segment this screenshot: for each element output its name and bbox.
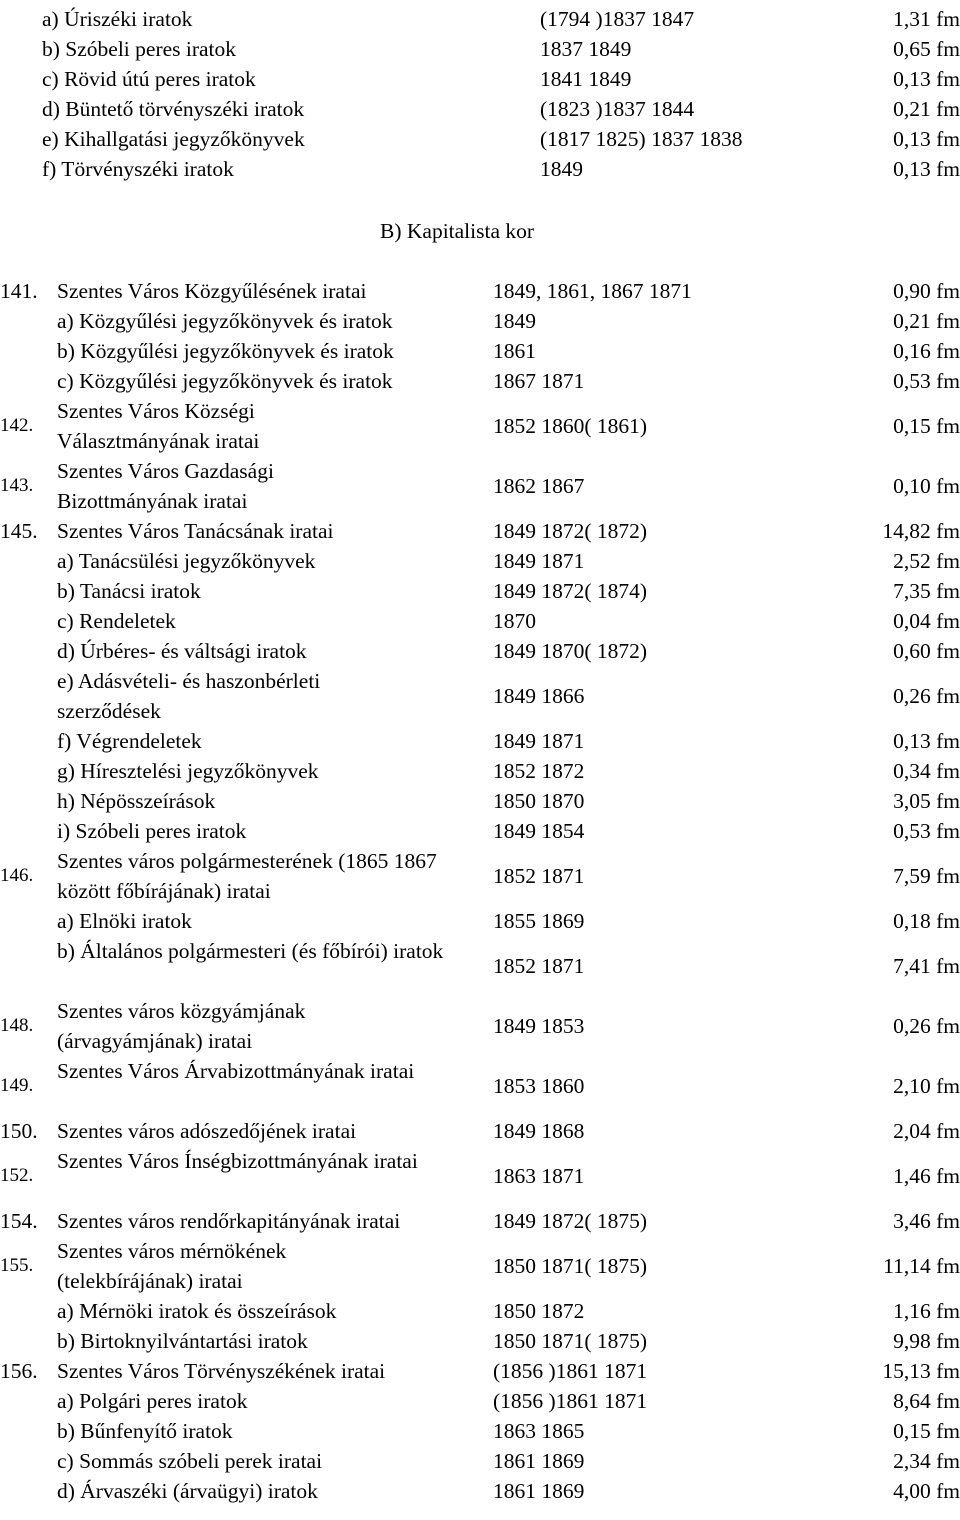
- fonds-dates: 1849 1872( 1875): [493, 1209, 648, 1233]
- list-item: [0, 1056, 960, 1116]
- fonds-dates: 1863 1871: [493, 1164, 585, 1188]
- list-item: [0, 1476, 960, 1506]
- list-item: [0, 576, 960, 606]
- fonds-title: Szentes város adószedőjének iratai: [57, 1119, 357, 1143]
- fonds-dates: 1852 1860( 1861): [493, 414, 648, 438]
- fonds-title: a) Elnöki iratok: [57, 909, 192, 933]
- feudal-era-list: [0, 4, 960, 184]
- list-item: [0, 846, 960, 906]
- list-item: [0, 726, 960, 756]
- fonds-title: Szentes Város Gazdasági Bizottmányának iratai: [57, 459, 274, 513]
- list-item: [0, 4, 960, 34]
- fonds-extent: 14,82 fm: [882, 519, 960, 543]
- series-title: b) Szóbeli peres iratok: [42, 37, 237, 61]
- fonds-extent: 15,13 fm: [882, 1359, 960, 1383]
- fonds-dates: 1850 1871( 1875): [493, 1329, 648, 1353]
- fonds-dates: 1861 1869: [493, 1449, 585, 1473]
- fonds-extent: 0,21 fm: [893, 309, 960, 333]
- list-item: [0, 1356, 960, 1386]
- series-dates: (1794 )1837 1847: [540, 7, 695, 31]
- fonds-dates: 1849: [493, 309, 536, 333]
- list-item: [0, 516, 960, 546]
- list-item: [0, 366, 960, 396]
- list-item: [0, 1446, 960, 1476]
- fonds-number: 142.: [0, 415, 34, 436]
- fonds-extent: 0,10 fm: [893, 474, 960, 498]
- fonds-extent: 0,15 fm: [893, 1419, 960, 1443]
- fonds-extent: 1,46 fm: [893, 1164, 960, 1188]
- fonds-extent: 3,05 fm: [893, 789, 960, 813]
- fonds-extent: 0,04 fm: [893, 609, 960, 633]
- fonds-title: d) Árvaszéki (árvaügyi) iratok: [57, 1479, 318, 1503]
- fonds-dates: 1849, 1861, 1867 1871: [493, 279, 692, 303]
- fonds-dates: 1852 1872: [493, 759, 585, 783]
- series-extent: 0,21 fm: [893, 97, 960, 121]
- fonds-title: f) Végrendeletek: [57, 729, 202, 753]
- fonds-extent: 0,26 fm: [893, 684, 960, 708]
- fonds-dates: 1850 1870: [493, 789, 585, 813]
- fonds-dates: (1856 )1861 1871: [493, 1359, 648, 1383]
- series-title: f) Törvényszéki iratok: [42, 157, 234, 181]
- fonds-dates: 1850 1872: [493, 1299, 585, 1323]
- fonds-title: h) Népösszeírások: [57, 789, 216, 813]
- fonds-dates: 1867 1871: [493, 369, 585, 393]
- list-item: [0, 756, 960, 786]
- fonds-dates: 1861: [493, 339, 536, 363]
- fonds-number: 148.: [0, 1015, 34, 1036]
- fonds-extent: 0,18 fm: [893, 909, 960, 933]
- fonds-title: b) Bűnfenyítő iratok: [57, 1419, 233, 1443]
- fonds-extent: 0,13 fm: [893, 729, 960, 753]
- fonds-dates: 1852 1871: [493, 954, 585, 978]
- fonds-title: b) Általános polgármesteri (és főbírói) iratok: [57, 939, 444, 963]
- fonds-extent: 1,16 fm: [893, 1299, 960, 1323]
- fonds-extent: 2,52 fm: [893, 549, 960, 573]
- fonds-extent: 0,60 fm: [893, 639, 960, 663]
- section-heading: B) Kapitalista kor: [380, 219, 535, 243]
- list-item: [0, 636, 960, 666]
- series-title: e) Kihallgatási jegyzőkönyvek: [42, 127, 305, 151]
- list-item: [0, 1236, 960, 1296]
- fonds-number: 150.: [0, 1119, 38, 1143]
- fonds-extent: 0,34 fm: [893, 759, 960, 783]
- list-item: [0, 456, 960, 516]
- list-item: [0, 666, 960, 726]
- fonds-number: 152.: [0, 1165, 34, 1186]
- fonds-number: 141.: [0, 279, 38, 303]
- fonds-number: 156.: [0, 1359, 38, 1383]
- fonds-extent: 0,15 fm: [893, 414, 960, 438]
- series-dates: (1823 )1837 1844: [540, 97, 695, 121]
- series-dates: (1817 1825) 1837 1838: [540, 127, 743, 151]
- fonds-dates: 1863 1865: [493, 1419, 585, 1443]
- list-item: [0, 936, 960, 996]
- fonds-title: a) Tanácsülési jegyzőkönyvek: [57, 549, 316, 573]
- series-dates: 1849: [540, 157, 583, 181]
- fonds-extent: 9,98 fm: [893, 1329, 960, 1353]
- list-item: [0, 124, 960, 154]
- fonds-title: a) Polgári peres iratok: [57, 1389, 248, 1413]
- series-title: a) Úriszéki iratok: [42, 7, 193, 31]
- fonds-title: c) Közgyűlési jegyzőkönyvek és iratok: [57, 369, 393, 393]
- list-item: [0, 1146, 960, 1206]
- fonds-extent: 2,10 fm: [893, 1074, 960, 1098]
- fonds-title: e) Adásvételi- és haszonbérleti szerződések: [57, 669, 321, 723]
- fonds-dates: 1861 1869: [493, 1479, 585, 1503]
- series-extent: 0,13 fm: [893, 67, 960, 91]
- series-extent: 1,31 fm: [893, 7, 960, 31]
- fonds-extent: 0,26 fm: [893, 1014, 960, 1038]
- list-item: [0, 546, 960, 576]
- fonds-title: b) Birtoknyilvántartási iratok: [57, 1329, 308, 1353]
- fonds-title: Szentes Város Községi Választmányának iratai: [57, 399, 260, 453]
- fonds-title: Szentes város mérnökének (telekbírájának) iratai: [57, 1239, 287, 1293]
- fonds-dates: 1870: [493, 609, 536, 633]
- list-item: [0, 606, 960, 636]
- list-item: [0, 996, 960, 1056]
- list-item: [0, 1326, 960, 1356]
- fonds-dates: 1849 1866: [493, 684, 585, 708]
- fonds-title: c) Sommás szóbeli perek iratai: [57, 1449, 323, 1473]
- fonds-title: a) Mérnöki iratok és összeírások: [57, 1299, 337, 1323]
- series-dates: 1837 1849: [540, 37, 632, 61]
- fonds-extent: 0,53 fm: [893, 369, 960, 393]
- fonds-extent: 0,53 fm: [893, 819, 960, 843]
- fonds-extent: 7,41 fm: [893, 954, 960, 978]
- fonds-extent: 2,04 fm: [893, 1119, 960, 1143]
- list-item: [0, 1206, 960, 1236]
- fonds-dates: (1856 )1861 1871: [493, 1389, 648, 1413]
- fonds-dates: 1849 1872( 1874): [493, 579, 648, 603]
- list-item: [0, 786, 960, 816]
- series-title: c) Rövid útú peres iratok: [42, 67, 256, 91]
- fonds-title: Szentes Város Tanácsának iratai: [57, 519, 334, 543]
- fonds-number: 145.: [0, 519, 38, 543]
- list-item: [0, 276, 960, 306]
- series-dates: 1841 1849: [540, 67, 632, 91]
- fonds-dates: 1849 1871: [493, 729, 585, 753]
- fonds-dates: 1849 1870( 1872): [493, 639, 648, 663]
- fonds-dates: 1862 1867: [493, 474, 585, 498]
- fonds-title: b) Közgyűlési jegyzőkönyvek és iratok: [57, 339, 394, 363]
- fonds-extent: 0,90 fm: [893, 279, 960, 303]
- list-item: [0, 1296, 960, 1326]
- fonds-title: Szentes Város Ínségbizottmányának iratai: [57, 1149, 418, 1173]
- fonds-extent: 3,46 fm: [893, 1209, 960, 1233]
- fonds-title: g) Híresztelési jegyzőkönyvek: [57, 759, 319, 783]
- fonds-title: Szentes Város Közgyűlésének iratai: [57, 279, 367, 303]
- fonds-dates: 1849 1872( 1872): [493, 519, 648, 543]
- fonds-title: d) Úrbéres- és váltsági iratok: [57, 639, 307, 663]
- fonds-extent: 4,00 fm: [893, 1479, 960, 1503]
- fonds-dates: 1850 1871( 1875): [493, 1254, 648, 1278]
- fonds-number: 154.: [0, 1209, 38, 1233]
- fonds-title: Szentes Város Törvényszékének iratai: [57, 1359, 386, 1383]
- fonds-dates: 1849 1854: [493, 819, 585, 843]
- fonds-extent: 7,35 fm: [893, 579, 960, 603]
- list-item: [0, 1116, 960, 1146]
- fonds-number: 143.: [0, 475, 34, 496]
- fonds-title: c) Rendeletek: [57, 609, 176, 633]
- list-item: [0, 94, 960, 124]
- fonds-title: Szentes város közgyámjának (árvagyámjának) iratai: [57, 999, 306, 1053]
- fonds-dates: 1849 1853: [493, 1014, 585, 1038]
- fonds-title: b) Tanácsi iratok: [57, 579, 201, 603]
- series-extent: 0,13 fm: [893, 157, 960, 181]
- fonds-number: 155.: [0, 1255, 34, 1276]
- list-item: [0, 64, 960, 94]
- fonds-title: Szentes város polgármesterének (1865 1867 között főbírájának) iratai: [57, 849, 437, 903]
- fonds-extent: 11,14 fm: [883, 1254, 960, 1278]
- fonds-extent: 0,16 fm: [893, 339, 960, 363]
- fonds-number: 146.: [0, 865, 34, 886]
- list-item: [0, 396, 960, 456]
- list-item: [0, 336, 960, 366]
- list-item: [0, 1386, 960, 1416]
- fonds-title: Szentes város rendőrkapitányának iratai: [57, 1209, 401, 1233]
- fonds-dates: 1855 1869: [493, 909, 585, 933]
- list-item: [0, 34, 960, 64]
- fonds-title: i) Szóbeli peres iratok: [57, 819, 247, 843]
- list-item: [0, 1416, 960, 1446]
- list-item: [0, 816, 960, 846]
- fonds-title: a) Közgyűlési jegyzőkönyvek és iratok: [57, 309, 393, 333]
- series-extent: 0,13 fm: [893, 127, 960, 151]
- list-item: [0, 306, 960, 336]
- fonds-dates: 1849 1871: [493, 549, 585, 573]
- fonds-dates: 1849 1868: [493, 1119, 585, 1143]
- series-title: d) Büntető törvényszéki iratok: [42, 97, 305, 121]
- series-extent: 0,65 fm: [893, 37, 960, 61]
- fonds-extent: 8,64 fm: [893, 1389, 960, 1413]
- fonds-dates: 1853 1860: [493, 1074, 585, 1098]
- fonds-dates: 1852 1871: [493, 864, 585, 888]
- fonds-number: 149.: [0, 1075, 34, 1096]
- fonds-extent: 2,34 fm: [893, 1449, 960, 1473]
- capitalist-era-list: [0, 276, 960, 1506]
- list-item: [0, 906, 960, 936]
- fonds-extent: 7,59 fm: [893, 864, 960, 888]
- fonds-title: Szentes Város Árvabizottmányának iratai: [57, 1059, 415, 1083]
- list-item: [0, 154, 960, 184]
